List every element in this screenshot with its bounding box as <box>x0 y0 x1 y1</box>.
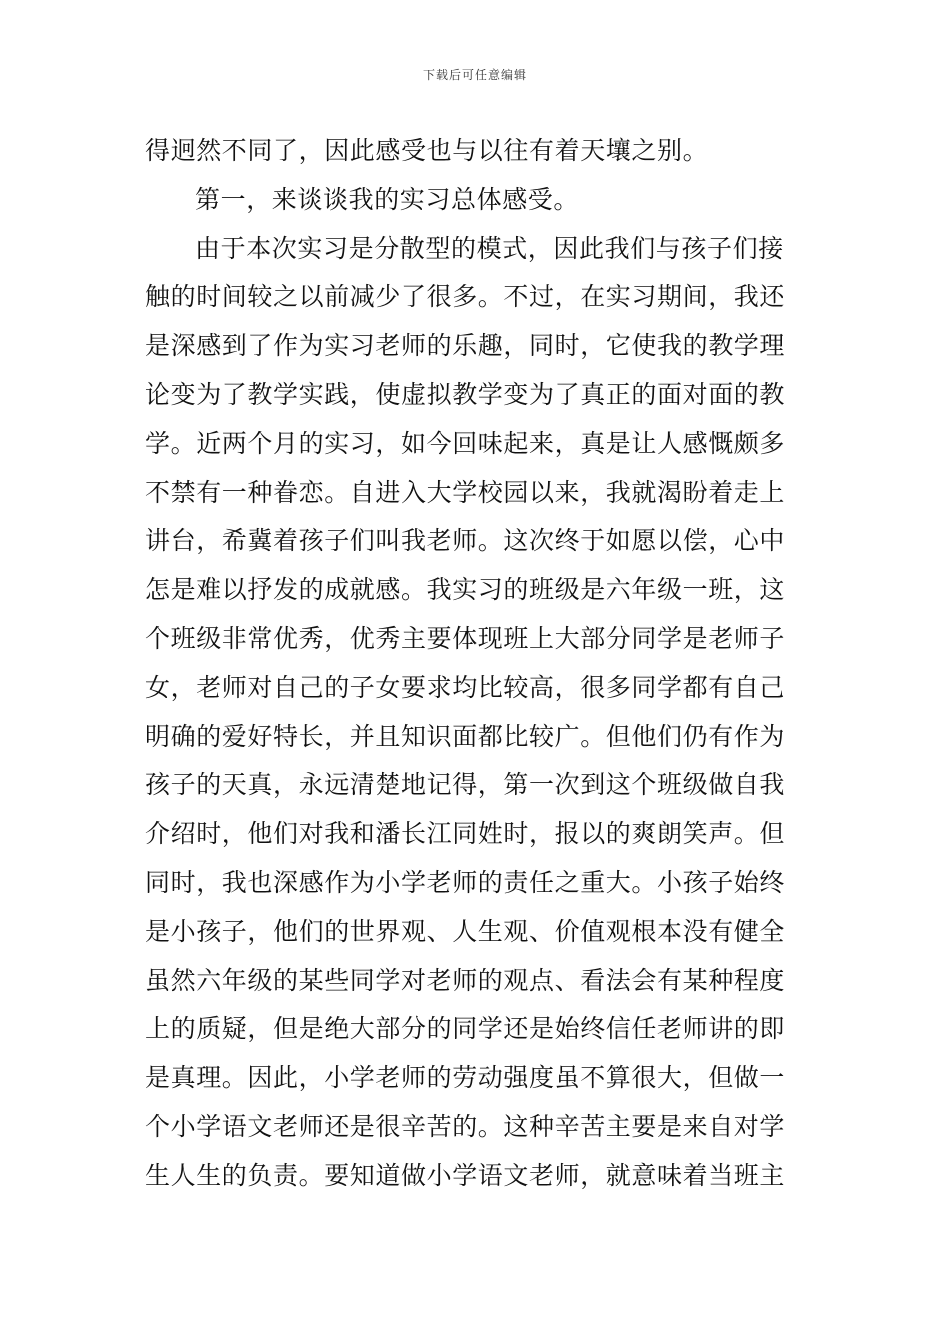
text-line: 个班级非常优秀，优秀主要体现班上大部分同学是老师子 <box>145 623 786 653</box>
text-line: 虽然六年级的某些同学对老师的观点、看法会有某种程度 <box>145 965 786 995</box>
text-line: 是真理。因此，小学老师的劳动强度虽不算很大，但做一 <box>145 1063 786 1093</box>
text-line: 得迥然不同了，因此感受也与以往有着天壤之别。 <box>145 136 709 165</box>
body-text <box>145 127 815 1201</box>
section-heading: 第一，来谈谈我的实习总体感受。 <box>195 184 580 214</box>
text-line: 讲台，希冀着孩子们叫我老师。这次终于如愿以偿，心中 <box>145 526 786 556</box>
text-line: 学。近两个月的实习，如今回味起来，真是让人感慨颇多 <box>145 428 786 458</box>
text-line: 同时，我也深感作为小学老师的责任之重大。小孩子始终 <box>145 867 786 897</box>
page-header: 下载后可任意编辑 <box>422 68 527 82</box>
text-line: 怎是难以抒发的成就感。我实习的班级是六年级一班，这 <box>145 575 786 605</box>
text-line: 论变为了教学实践，使虚拟教学变为了真正的面对面的教 <box>145 379 786 409</box>
text-line: 不禁有一种眷恋。自进入大学校园以来，我就渴盼着走上 <box>145 477 786 507</box>
text-line: 个小学语文老师还是很辛苦的。这种辛苦主要是来自对学 <box>145 1111 786 1141</box>
text-line: 介绍时，他们对我和潘长江同姓时，报以的爽朗笑声。但 <box>145 819 786 849</box>
paragraph-start-line: 由于本次实习是分散型的模式，因此我们与孩子们接 <box>195 233 784 263</box>
text-line: 是深感到了作为实习老师的乐趣，同时，它使我的教学理 <box>145 331 786 361</box>
text-line: 孩子的天真，永远清楚地记得，第一次到这个班级做自我 <box>145 770 786 800</box>
text-line: 上的质疑，但是绝大部分的同学还是始终信任老师讲的即 <box>145 1014 786 1044</box>
text-line: 女，老师对自己的子女要求均比较高，很多同学都有自己 <box>145 672 786 702</box>
text-line: 是小孩子，他们的世界观、人生观、价值观根本没有健全 <box>145 916 786 946</box>
text-line: 明确的爱好特长，并且知识面都比较广。但他们仍有作为 <box>145 721 786 751</box>
text-line: 触的时间较之以前减少了很多。不过，在实习期间，我还 <box>145 282 786 312</box>
text-line: 生人生的负责。要知道做小学语文老师，就意味着当班主 <box>145 1160 786 1190</box>
